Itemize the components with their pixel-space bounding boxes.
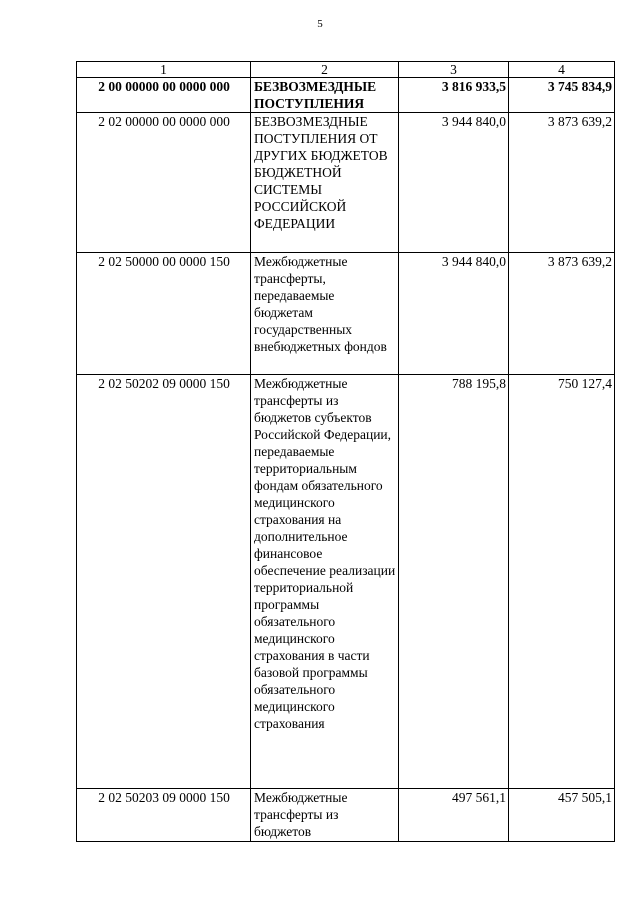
revenue-table (76, 61, 615, 842)
revenue-name: БЕЗВОЗМЕЗДНЫЕ ПОСТУПЛЕНИЯ ОТ ДРУГИХ БЮДЖЕТОВ БЮДЖЕТНОЙ СИСТЕМЫ РОССИЙСКОЙ ФЕДЕРАЦИИ (251, 113, 399, 253)
amount-column-4: 750 127,4 (509, 375, 615, 789)
budget-code: 2 02 50000 00 0000 150 (77, 253, 251, 375)
column-number-1: 1 (77, 62, 251, 78)
amount-column-3: 3 944 840,0 (399, 113, 509, 253)
revenue-name: БЕЗВОЗМЕЗДНЫЕ ПОСТУПЛЕНИЯ (251, 78, 399, 113)
table-row (77, 113, 615, 253)
amount-column-4: 3 873 639,2 (509, 113, 615, 253)
amount-column-3: 3 816 933,5 (399, 78, 509, 113)
budget-code: 2 02 50202 09 0000 150 (77, 375, 251, 789)
table-row (77, 375, 615, 789)
amount-column-4: 3 745 834,9 (509, 78, 615, 113)
amount-column-3: 3 944 840,0 (399, 253, 509, 375)
budget-code: 2 00 00000 00 0000 000 (77, 78, 251, 113)
amount-column-4: 3 873 639,2 (509, 253, 615, 375)
budget-code: 2 02 00000 00 0000 000 (77, 113, 251, 253)
amount-column-3: 788 195,8 (399, 375, 509, 789)
column-number-2: 2 (251, 62, 399, 78)
amount-column-4: 457 505,1 (509, 789, 615, 842)
amount-column-3: 497 561,1 (399, 789, 509, 842)
column-number-4: 4 (509, 62, 615, 78)
table-row (77, 789, 615, 842)
table-row (77, 78, 615, 113)
revenue-name: Межбюджетные трансферты из бюджетов субъектов Российской Федерации, передаваемые территориальным фондам обязательного медицинского страхования на дополнительное финансовое обеспечение реализации территориальной программы обязательного медицинского страхования в части базовой программы обязательного медицинского страхования (251, 375, 399, 789)
column-number-3: 3 (399, 62, 509, 78)
column-number-row (77, 62, 615, 78)
budget-code: 2 02 50203 09 0000 150 (77, 789, 251, 842)
revenue-name: Межбюджетные трансферты, передаваемые бюджетам государственных внебюджетных фондов (251, 253, 399, 375)
table-row (77, 253, 615, 375)
page-number: 5 (317, 18, 323, 30)
revenue-name: Межбюджетные трансферты из бюджетов (251, 789, 399, 842)
